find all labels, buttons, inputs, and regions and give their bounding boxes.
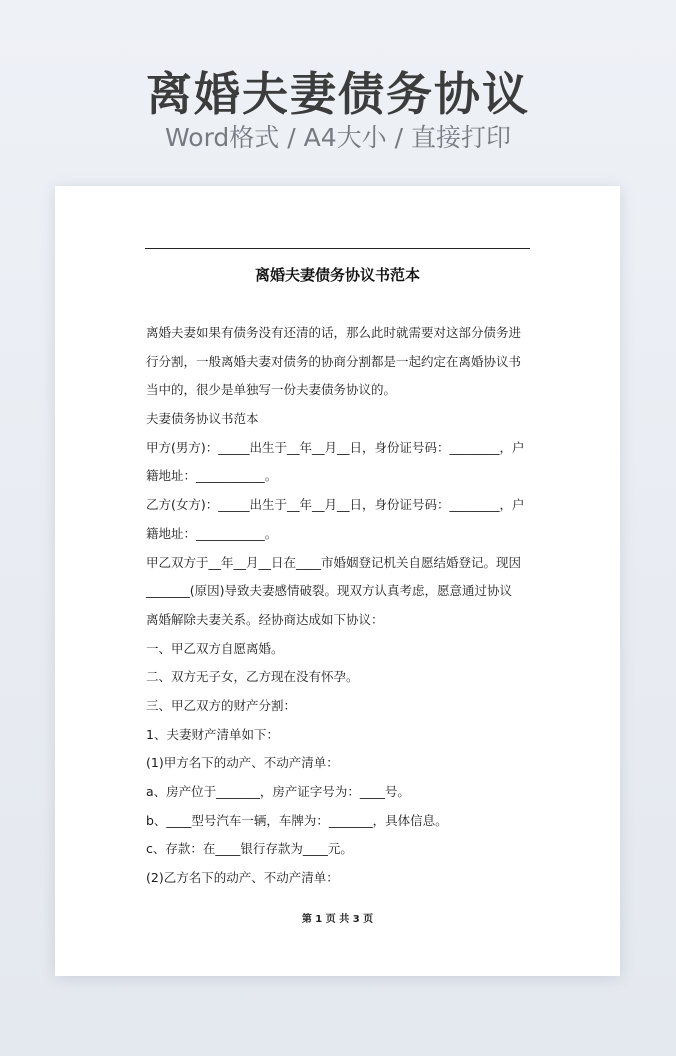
body-line: 离婚夫妻如果有债务没有还清的话，那么此时就需要对这部分债务进 <box>146 325 522 340</box>
clause-line: c、存款：在____银行存款为____元。 <box>146 841 353 857</box>
clause-line: (2)乙方名下的动产、不动产清单： <box>146 870 339 886</box>
banner-title: 离婚夫妻债务协议 <box>146 67 530 121</box>
body-line: 籍地址：___________。 <box>146 468 278 484</box>
banner-subtitle: Word格式 / A4大小 / 直接打印 <box>165 123 511 152</box>
body-line: 乙方(女方)：_____出生于__年__月__日，身份证号码：________，户 <box>146 497 525 513</box>
body-line: 籍地址：___________。 <box>146 525 278 541</box>
document-body <box>146 319 531 893</box>
clause-line: 二、双方无子女，乙方现在没有怀孕。 <box>146 669 359 685</box>
clause-line: a、房产位于_______，房产证字号为：____号。 <box>146 784 410 799</box>
body-line: 行分割，一般离婚夫妻对债务的协商分割都是一起约定在离婚协议书 <box>146 353 522 369</box>
clause-line: (1)甲方名下的动产、不动产清单： <box>146 755 339 771</box>
body-line: 甲乙双方于__年__月__日在____市婚姻登记机关自愿结婚登记。现因 <box>146 554 522 570</box>
body-line: 当中的，很少是单独写一份夫妻债务协议的。 <box>146 382 397 398</box>
document-page <box>55 186 620 976</box>
clause-line: 一、甲乙双方自愿离婚。 <box>146 640 284 656</box>
body-line: 离婚解除夫妻关系。经协商达成如下协议： <box>146 611 384 627</box>
document-title: 离婚夫妻债务协议书范本 <box>254 266 420 284</box>
body-line: 甲方(男方)：_____出生于__年__月__日，身份证号码：________，户 <box>146 439 525 455</box>
body-line: _______(原因)导致夫妻感情破裂。现双方认真考虑，愿意通过协议 <box>146 583 513 599</box>
clause-line: b、____型号汽车一辆，车牌为：_______，具体信息。 <box>146 812 448 828</box>
clause-line: 1、夫妻财产清单如下： <box>146 726 279 742</box>
clause-line: 三、甲乙双方的财产分割： <box>146 697 297 713</box>
page-number: 第 1 页 共 3 页 <box>301 914 374 925</box>
section-heading: 夫妻债务协议书范本 <box>146 411 259 427</box>
header-divider <box>145 248 530 249</box>
